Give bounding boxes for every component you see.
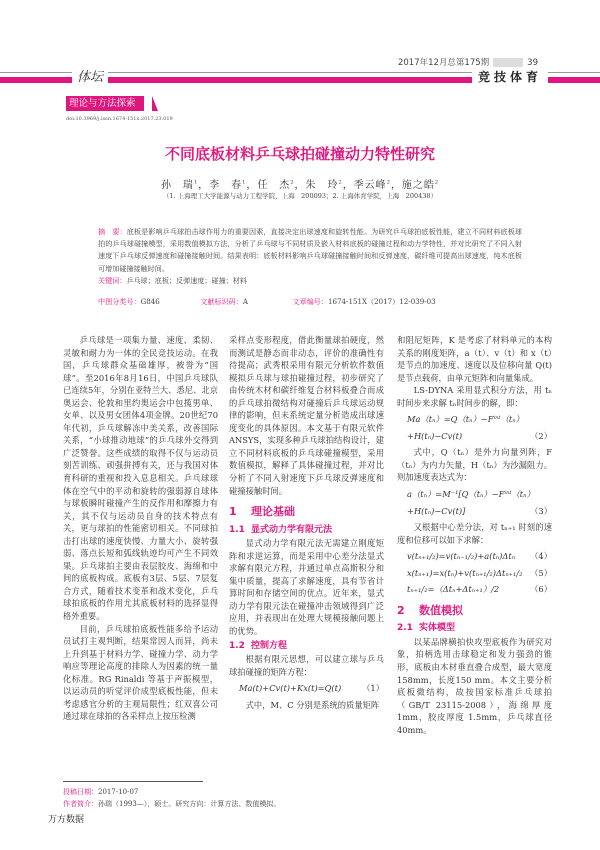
classification-info: [98, 297, 538, 307]
equation-body: tₙ₊₁/₂=（Δtₙ+Δtₙ₊₁）/2: [407, 584, 500, 595]
issue-label: 2017年12月总第175期: [397, 58, 490, 68]
keywords-text: 乒乓球；底板；反弹速度；碰撞；材料: [126, 275, 247, 285]
equation-number: （2）: [530, 430, 552, 441]
equation-3b: [397, 505, 552, 518]
paragraph: 以某品牌横拍快攻型底板作为研究对象，拍柄选用击球稳定和发力强劲的锥形，底板由木材垂直叠合成型，最大宽度158mm，长度150 mm。本文主要分析底板微结构，故按国家标准乒乓球拍（GB/T 23115-2008），海绵厚度 1mm，胶皮厚度 1.5mm，乒乓球直径 40mm。: [397, 636, 552, 735]
section-title: 数值模拟: [419, 603, 463, 617]
author-affiliation-mark: 2: [386, 179, 391, 186]
section-heading-1: [229, 506, 384, 519]
author-affiliation-mark: 2: [338, 179, 343, 186]
clc-value: G846: [140, 297, 160, 306]
equation-body: a（tₙ）=M⁻¹[Q（tₙ）−Fⁱⁿᵗ（tₙ）: [407, 489, 535, 500]
body-column-1: [63, 334, 218, 723]
subsection-number: 1.1: [229, 524, 245, 535]
author-bio: 孙瑞（1993—），硕士。研究方向：计算方法、数值模拟。: [98, 800, 281, 808]
author: 季云峰$^2$，: [353, 179, 402, 191]
subsection-heading-1-2: [229, 640, 384, 653]
issue-info: [398, 56, 538, 68]
doi: doi:10.3969/j.issn.1674-151x.2017.23.019: [66, 116, 173, 122]
author-list: [0, 176, 600, 191]
author: [402, 180, 439, 191]
equation-body: Ma(t)+Cv(t)+Kx(t)=Q(t): [239, 683, 342, 694]
body-column-3: [397, 334, 552, 736]
received-date-label: 投稿日期：: [63, 788, 98, 796]
author-name: 施之皓: [401, 180, 435, 191]
journal-logo-mini: [493, 58, 523, 67]
received-date: 2017-10-07: [98, 788, 139, 796]
author-name: 任 杰: [257, 180, 291, 191]
author-name: 季云峰: [353, 180, 387, 191]
author-name: 孙 瑞: [160, 180, 194, 191]
journal-logo: 体坛: [72, 66, 108, 85]
article-number-label: 文章编号：: [292, 297, 328, 306]
section-badge: 理论与方法探索: [66, 96, 144, 111]
equation-number: （4）: [530, 551, 552, 562]
wanfang-watermark: 万方数据: [48, 815, 85, 825]
author-affiliation-mark: 2: [290, 179, 295, 186]
paragraph: 采样点变形程度，借此衡量球拍硬度，然而测试是静态而非动态，评价的准确性有待提高；武秀根采用有限元分析软件数值模拟乒乓球与球拍碰撞过程，初步研究了由传统木材和碳纤维复合材料板叠合而成的乒乓球拍微结构对碰撞后乒乓球运动规律的影响，但未系统定量分析造成出球速度变化的具体原因。本文基于有限元软件 ANSYS，实现多种乒乓球拍结构设计，建立不同材料底板的乒乓球碰撞模型，采用数值模拟，解释了具体碰撞过程，并对比分析了不同入射速度下乒乓球反弹速度和碰撞接触时间。: [229, 335, 384, 496]
paragraph: 乒乓球是一项集力量、速度、柔韧、灵敏和耐力为一体的全民竞技运动。在我国，乒乓球群众基础雄厚，被誉为“国球”。至2016年8月16日，中国乒乓球队已连续5年，分别在亚特兰大、悉尼、北京奥运会、伦敦和里约奥运会中包揽男单、女单、以及男女团体4项金牌。20世纪70年代初，乒乓球解冻中美关系，改善国际关系，“小球推动地球”的乒乓球外交得到广泛赞誉。这些成绩的取得不仅与运动员刻苦训练、顽强拼搏有关，还与我国对体育科研的重视和投入息息相关。乒乓球球体在空气中的平动和旋转的强弱源自球体与球板瞬时碰撞产生的反作用和摩擦力有关，其不仅与运动员自身的技术特点有关，更与球拍的性能密切相关。不同球拍击打出球的速度快慢、力量大小、旋转强弱、落点长短和弧线轨迹均可产生不同效果。乒乓球拍主要由表层胶皮、海绵和中间的底板构成。底板有3层、5层、7层复合方式，随着技术变革和战术变化，乒乓球拍底板的作用尤其底板材料的选择显得格外重要。: [63, 335, 218, 622]
author-affiliation-mark: 1: [193, 179, 199, 186]
keywords-label: 关键词：: [98, 275, 127, 285]
equation-number: （1）: [362, 683, 384, 694]
paragraph: 显式动力学有限元法无需建立刚度矩阵和求逆运算，而是采用中心差分法显式求解有限元方程，并通过单点高斯积分和集中质量，提高了求解速度，具有节省计算时间和存储空间的优点。近年来，显式动力学有限元法在碰撞冲击领域得到广泛应用，并表现出在处理大规模接触问题上的优势。: [229, 538, 384, 637]
section-number: 1: [229, 505, 237, 519]
equation-number: （5）: [530, 567, 552, 578]
paragraph: 式中，M、C 分别是系统的质量矩阵: [245, 699, 380, 710]
equation-2a: [397, 413, 552, 426]
equation-number: （6）: [530, 584, 552, 595]
equation-number: （3）: [530, 505, 552, 516]
equation-body: +H(tₙ)−Cv(t)]: [407, 505, 466, 516]
equation-3a: [397, 488, 552, 501]
section-heading-2: [397, 605, 552, 618]
section-number: 2: [397, 603, 405, 617]
paper-title: 不同底板材料乒乓球拍碰撞动力特性研究: [164, 145, 435, 163]
equation-body: v(tₙ₊₁/₂)=v(tₙ₋₁/₂)+a(tₙ)Δtₙ: [407, 551, 516, 562]
footnote-rule: [63, 781, 203, 782]
equation-5: [397, 567, 552, 580]
equation-4: [397, 550, 552, 563]
author-bio-label: 作者简介：: [63, 800, 98, 808]
author: 李 春$^1$，: [209, 179, 258, 191]
author: 任 杰$^2$，: [257, 179, 306, 191]
clc-label: 中图分类号：: [98, 297, 141, 306]
subsection-heading-2-1: [397, 622, 552, 635]
author: 朱 玲$^2$，: [305, 179, 354, 191]
paragraph: LS-DYNA 采用显式积分方法，用 tₙ 时间步来求解 tₙ时间步的解，即：: [397, 385, 552, 408]
paragraph: 又根据中心差分法，对 tₙ₊₁ 时刻的速度和位移可以如下求解：: [397, 522, 552, 545]
subsection-number: 1.2: [229, 640, 245, 651]
subsection-title: 显式动力学有限元法: [251, 524, 333, 535]
abstract-label: 摘 要：: [98, 227, 127, 236]
subsection-number: 2.1: [397, 623, 413, 634]
equation-body: Ma（tₙ）=Q（tₙ）−Fⁱⁿᵗ（tₙ）: [407, 414, 524, 425]
badge-decoration: [152, 96, 158, 111]
abstract-text: 底板是影响乒乓球拍击球作用力的重要因素，直接决定出球速度和旋转性能。为研究乒乓球拍底板性能，建立不同材料底板球拍的乒乓球碰撞模型，采用数值模拟方法，分析了乒乓球与不同材质及嵌入材料底板的碰撞过程和动力学特性，并对比研究了不同入射速度下乒乓球反弹速度和碰撞接触时间。结果表明：底板材料影响乒乓球碰撞接触时间和反弹速度，碳纤维可提高出球速度，纯木底板可增加碰撞接触时间。: [98, 227, 523, 273]
article-number-value: 1674-151X（2017）12-039-03: [328, 297, 436, 306]
equation-1: [229, 682, 384, 695]
journal-section: 竞技体育: [472, 68, 548, 85]
paragraph: 根据有限元思想，可以建立球与乒乓球拍碰撞的矩阵方程：: [229, 654, 384, 677]
subsection-title: 控制方程: [251, 640, 288, 651]
author-affiliation-mark: 2: [434, 179, 440, 186]
section-title: 理论基础: [251, 505, 295, 519]
footnotes: [63, 786, 280, 810]
doc-code-value: A: [242, 297, 248, 306]
subsection-title: 实体模型: [419, 623, 456, 634]
doc-code-label: 文献标识码：: [200, 297, 243, 306]
author: 孙 瑞$^1$，: [160, 179, 210, 191]
affiliation: （1. 上海理工大学能源与动力工程学院，上海 200093；2. 上海体育学院，上海 200438）: [162, 192, 438, 200]
equation-2b: [397, 430, 552, 443]
author-affiliation-mark: 1: [242, 179, 247, 186]
paragraph: 式中，Q（tₙ）是外力向量列阵，F（tₙ）为内力矢量，H（tₙ）为沙漏阻力。则加速度表达式为：: [397, 447, 552, 483]
author-name: 朱 玲: [305, 180, 339, 191]
subsection-heading-1-1: [229, 524, 384, 537]
author-name: 李 春: [209, 180, 243, 191]
paragraph: 目前，乒乓球拍底板性能多给予运动员试打主观判断，结果常因人而异，尚未上升到基于材料力学、碰撞力学、动力学响应等理论高度的排除人为因素的统一量化标准。RG Rinaldi 等基于声振模型，以运动员的听觉评价成型底板性能，但未考虑感官分析的主观局限性；红双喜公司通过球在球拍的各采样点上按压检测: [63, 623, 218, 722]
equation-body: x(tₙ₊₁)=x(tₙ)+v(tₙ₊₁/₂)Δtₙ₊₁/₂: [407, 567, 523, 578]
paragraph: 和阻尼矩阵，K 是考虑了材料单元的本构关系的刚度矩阵，a（t）、v（t）和 x（t）是节点的加速度、速度以及位移向量 Q(t) 是节点载荷，由单元矩阵和向量集成。: [397, 335, 552, 383]
equation-body: +H(tₙ)−Cv(t): [407, 430, 463, 441]
abstract: [98, 226, 522, 287]
page-number: 39: [527, 58, 538, 68]
body-column-2: [229, 334, 384, 711]
equation-6: [397, 583, 552, 596]
